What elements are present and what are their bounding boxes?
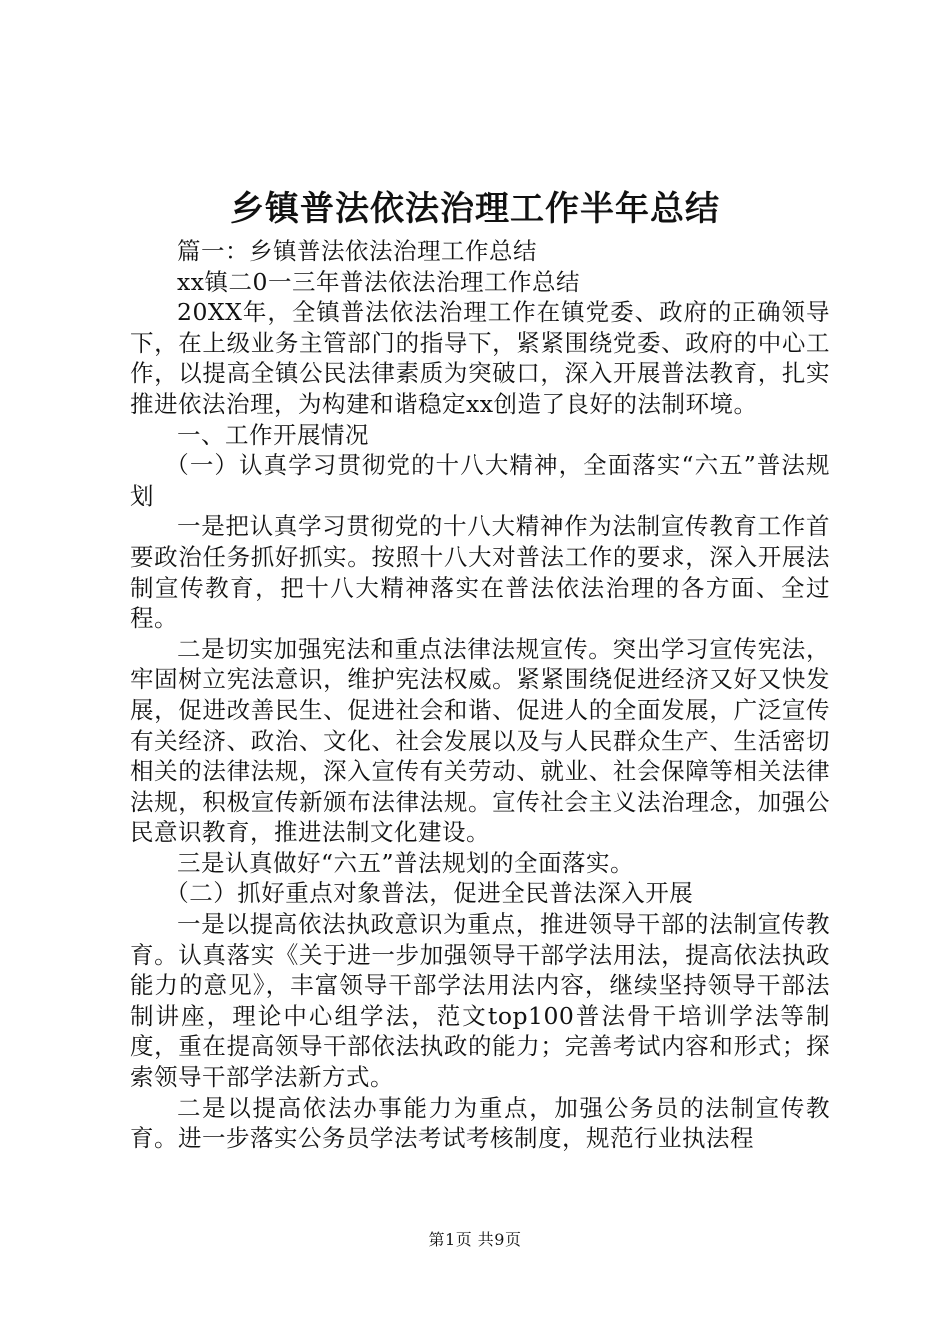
paragraph-point-1c: 三是认真做好“六五”普法规划的全面落实。	[177, 848, 635, 877]
document-body	[130, 236, 830, 1154]
paragraph-point-1a: 一是把认真学习贯彻党的十八大精神作为法制宣传教育工作首要政治任务抓好抓实。按照十八大对普法工作的要求，深入开展法制宣传教育，把十八大精神落实在普法依法治理的各方面、全过程。	[130, 512, 830, 633]
paragraph-heading-work: 一、工作开展情况	[177, 420, 369, 449]
paragraph-section-heading: 篇一：乡镇普法依法治理工作总结	[177, 237, 537, 265]
paragraph-heading-1: （一）认真学习贯彻党的十八大精神，全面落实“六五”普法规划	[130, 451, 830, 510]
paragraph-intro: 20XX年，全镇普法依法治理工作在镇党委、政府的正确领导下，在上级业务主管部门的指导下，紧紧围绕党委、政府的中心工作，以提高全镇公民法律素质为突破口，深入开展普法教育，扎实推进依法治理，为构建和谐稳定xx创造了良好的法制环境。	[130, 298, 830, 418]
page-footer: 第1页 共9页	[428, 1230, 522, 1249]
paragraph-point-1b: 二是切实加强宪法和重点法律法规宣传。突出学习宣传宪法，牢固树立宪法意识，维护宪法权威。紧紧围绕促进经济又好又快发展，促进改善民生、促进社会和谐、促进人的全面发展，广泛宣传有关经济、政治、文化、社会发展以及与人民群众生产、生活密切相关的法律法规，深入宣传有关劳动、就业、社会保障等相关法律法规，积极宣传新颁布法律法规。宣传社会主义法治理念，加强公民意识教育，推进法制文化建设。	[130, 634, 830, 847]
paragraph-heading-2: （二）抓好重点对象普法，促进全民普法深入开展	[165, 879, 694, 908]
document-title: 乡镇普法依法治理工作半年总结	[230, 189, 720, 229]
paragraph-point-2b: 二是以提高依法办事能力为重点，加强公务员的法制宣传教育。进一步落实公务员学法考试考核制度，规范行业执法程	[130, 1093, 830, 1153]
paragraph-point-2a: 一是以提高依法执政意识为重点，推进领导干部的法制宣传教育。认真落实《关于进一步加强领导干部学法用法，提高依法执政能力的意见》，丰富领导干部学法用法内容，继续坚持领导干部法制讲座，理论中心组学法，范文top100普法骨干培训学法等制度，重在提高领导干部依法执政的能力；完善考试内容和形式；探索领导干部学法新方式。	[130, 910, 830, 1092]
paragraph-subtitle: xx镇二0一三年普法依法治理工作总结	[177, 267, 580, 296]
